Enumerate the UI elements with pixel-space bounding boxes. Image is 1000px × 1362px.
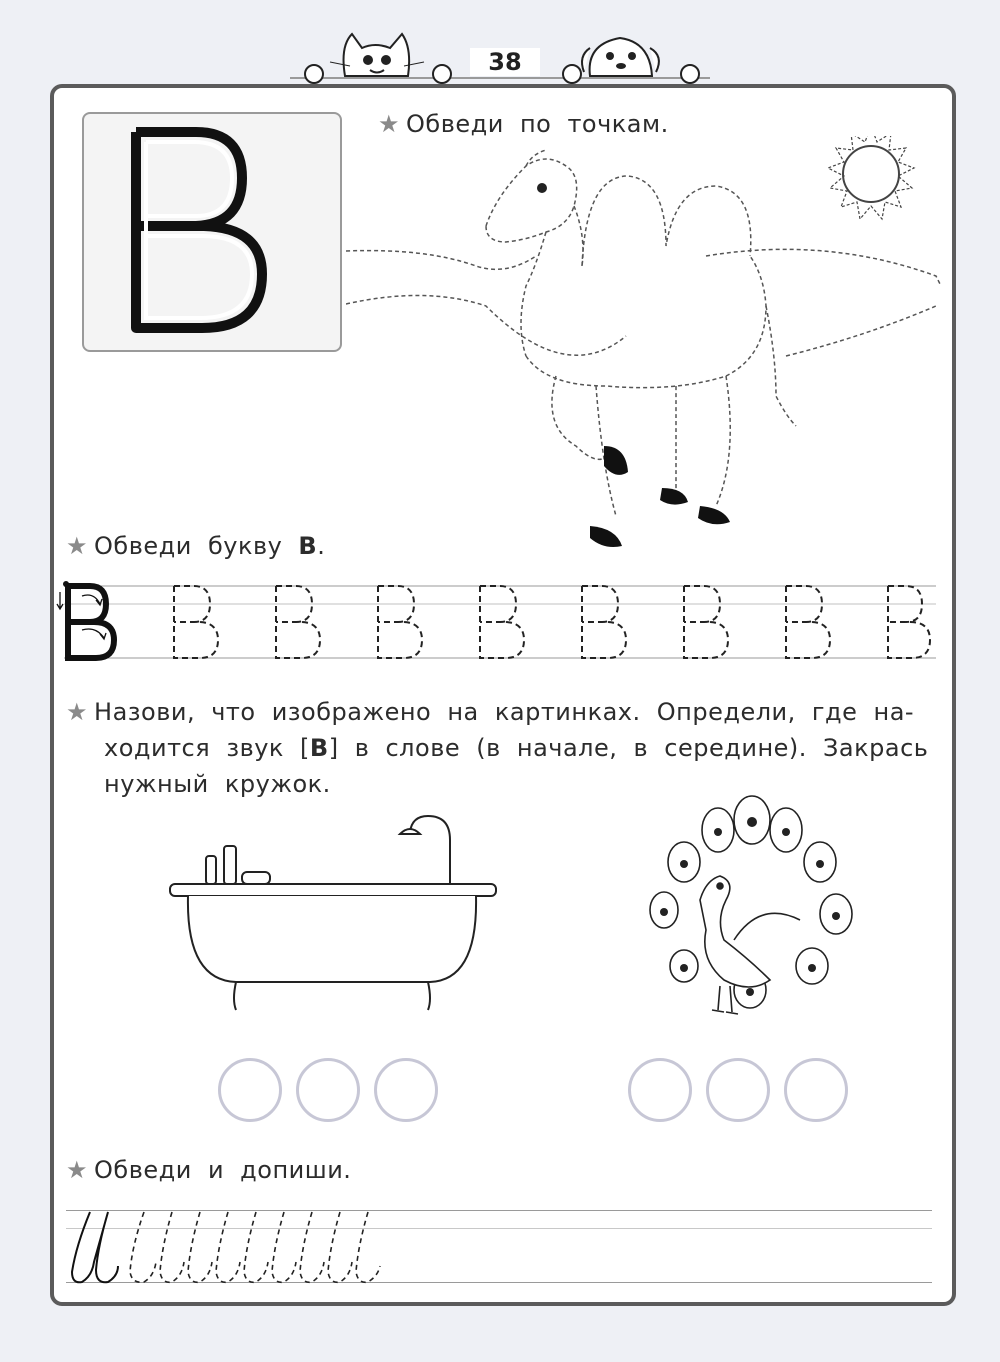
puppy-icon [563, 38, 699, 83]
task-trace-letter-end: . [317, 532, 326, 560]
task-sound-line2-before: ходится звук [ [104, 734, 310, 762]
task-trace-letter-text: Обведи букву [94, 532, 299, 560]
trace-letter-dotted [480, 586, 524, 658]
task-sound-position [66, 694, 936, 802]
star-icon: ★ [66, 532, 89, 560]
trace-letter-dotted [684, 586, 728, 658]
trace-letter-dotted [888, 586, 930, 658]
task-sound-line1 [66, 694, 936, 730]
trace-letter-sample [57, 581, 114, 658]
letter-card-glyph [84, 114, 340, 350]
camel-illustration [346, 136, 946, 566]
sun-icon [828, 136, 914, 219]
trace-letter-dotted [174, 586, 218, 658]
answer-circle-peacock-3[interactable] [784, 1058, 848, 1122]
cat-icon [305, 34, 451, 83]
task-trace-dots-text: Обведи по точкам. [406, 110, 669, 138]
answer-circle-peacock-1[interactable] [628, 1058, 692, 1122]
task-sound-target: В [309, 734, 329, 762]
task-sound-line1-text: Назови, что изображено на картинках. Определи, где на- [94, 698, 915, 726]
bathtub-illustration [166, 810, 502, 1020]
trace-letter-dotted [582, 586, 626, 658]
star-icon: ★ [66, 698, 89, 726]
cursive-trace-row [66, 1206, 396, 1288]
task-trace-letter-target: В [298, 532, 318, 560]
page-number: 38 [470, 48, 540, 76]
letter-card [82, 112, 342, 352]
answer-circle-bathtub-1[interactable] [218, 1058, 282, 1122]
task-sound-line2-after: ] в слове (в начале, в середине). Закрась [328, 734, 929, 762]
letter-trace-row [56, 578, 940, 668]
answer-circle-bathtub-3[interactable] [374, 1058, 438, 1122]
answer-circle-bathtub-2[interactable] [296, 1058, 360, 1122]
task-trace-and-write-text: Обведи и допиши. [94, 1156, 352, 1184]
answer-circle-peacock-2[interactable] [706, 1058, 770, 1122]
trace-letter-dotted [786, 586, 830, 658]
task-sound-line2 [66, 730, 936, 766]
trace-letter-dotted [276, 586, 320, 658]
star-icon: ★ [378, 110, 401, 138]
task-trace-letter [66, 528, 325, 564]
peacock-illustration [640, 790, 864, 1026]
star-icon: ★ [66, 1156, 89, 1184]
task-sound-line3-text: нужный кружок. [104, 770, 331, 798]
trace-letter-dotted [378, 586, 422, 658]
task-trace-and-write [66, 1152, 351, 1188]
